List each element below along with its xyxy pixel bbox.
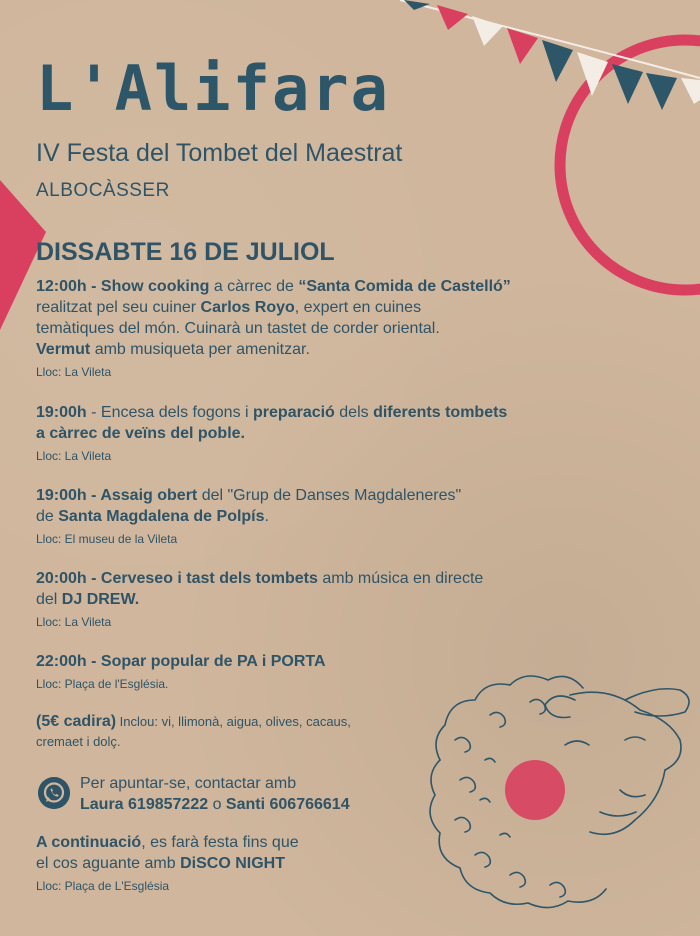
poster-title: L'Alifara <box>36 52 390 125</box>
event-time: 19:00h <box>36 404 87 421</box>
event-time: 22:00h <box>36 653 87 670</box>
event-location: Lloc: El museu de la Vileta <box>36 532 178 546</box>
bunting-flag <box>612 64 643 104</box>
contact-text: Per apuntar-se, contactar amb <box>80 775 297 792</box>
contact-phone[interactable]: 606766614 <box>269 796 350 813</box>
price-label: (5€ cadira) <box>36 713 117 730</box>
event-time: 19:00h <box>36 487 87 504</box>
event-item: 22:00h - Sopar popular de PA i PORTA Lloc: Plaça de l'Església. <box>36 653 326 691</box>
event-item: 19:00h - Assaig obert del "Grup de Danses Magdaleneres" de Santa Magdalena de Polpís. Lloc: El museu de la Vileta <box>36 487 462 546</box>
event-location: Lloc: La Vileta <box>36 365 112 379</box>
contact-info: Per apuntar-se, contactar amb Laura 619857222 o Santi 606766614 <box>36 773 456 815</box>
event-item: 12:00h - Show cooking a càrrec de “Santa Comida de Castelló” realitzat pel seu cuiner Carlos Royo, expert en cuines temàtiques del món. Cuinarà un tastet de corder oriental. Vermut amb musiqueta per amenitzar. Lloc: La Vileta <box>36 278 511 379</box>
event-location: Lloc: La Vileta <box>36 449 112 463</box>
price-info: (5€ cadira) Inclou: vi, llimonà, aigua, olives, cacaus, cremaet i dolç. <box>36 713 351 749</box>
poster-subtitle: IV Festa del Tombet del Maestrat <box>36 139 403 167</box>
final-event: A continuació, es farà festa fins que el cos aguante amb DiSCO NIGHT Lloc: Plaça de L'Església <box>36 832 456 894</box>
event-item: 20:00h - Cerveseo i tast dels tombets amb música en directe del DJ DREW. Lloc: La Vileta <box>36 570 484 629</box>
bunting-flag <box>437 5 468 30</box>
contact-phone[interactable]: 619857222 <box>128 796 209 813</box>
bunting-flag <box>404 0 430 10</box>
event-time: 12:00h <box>36 278 87 295</box>
contact-name: Santi <box>225 796 266 813</box>
event-location: Lloc: Plaça de l'Església. <box>36 677 169 691</box>
contact-name: Laura <box>80 796 124 813</box>
bunting-flag <box>542 40 573 82</box>
event-location: Lloc: Plaça de L'Església <box>36 879 170 893</box>
sheep-illustration <box>400 640 700 930</box>
bunting-flag <box>646 73 677 110</box>
bunting-flag <box>681 78 700 104</box>
event-location: Lloc: La Vileta <box>36 615 112 629</box>
event-date: DISSABTE 16 DE JULIOL <box>36 238 335 266</box>
event-time: 20:00h <box>36 570 87 587</box>
town-name: ALBOCÀSSER <box>36 180 170 201</box>
red-nose-circle <box>505 760 565 820</box>
bunting-flag <box>472 16 503 46</box>
whatsapp-icon <box>38 777 70 809</box>
event-item: 19:00h - Encesa dels fogons i preparació dels diferents tombets a càrrec de veïns del poble. Lloc: La Vileta <box>36 404 508 463</box>
